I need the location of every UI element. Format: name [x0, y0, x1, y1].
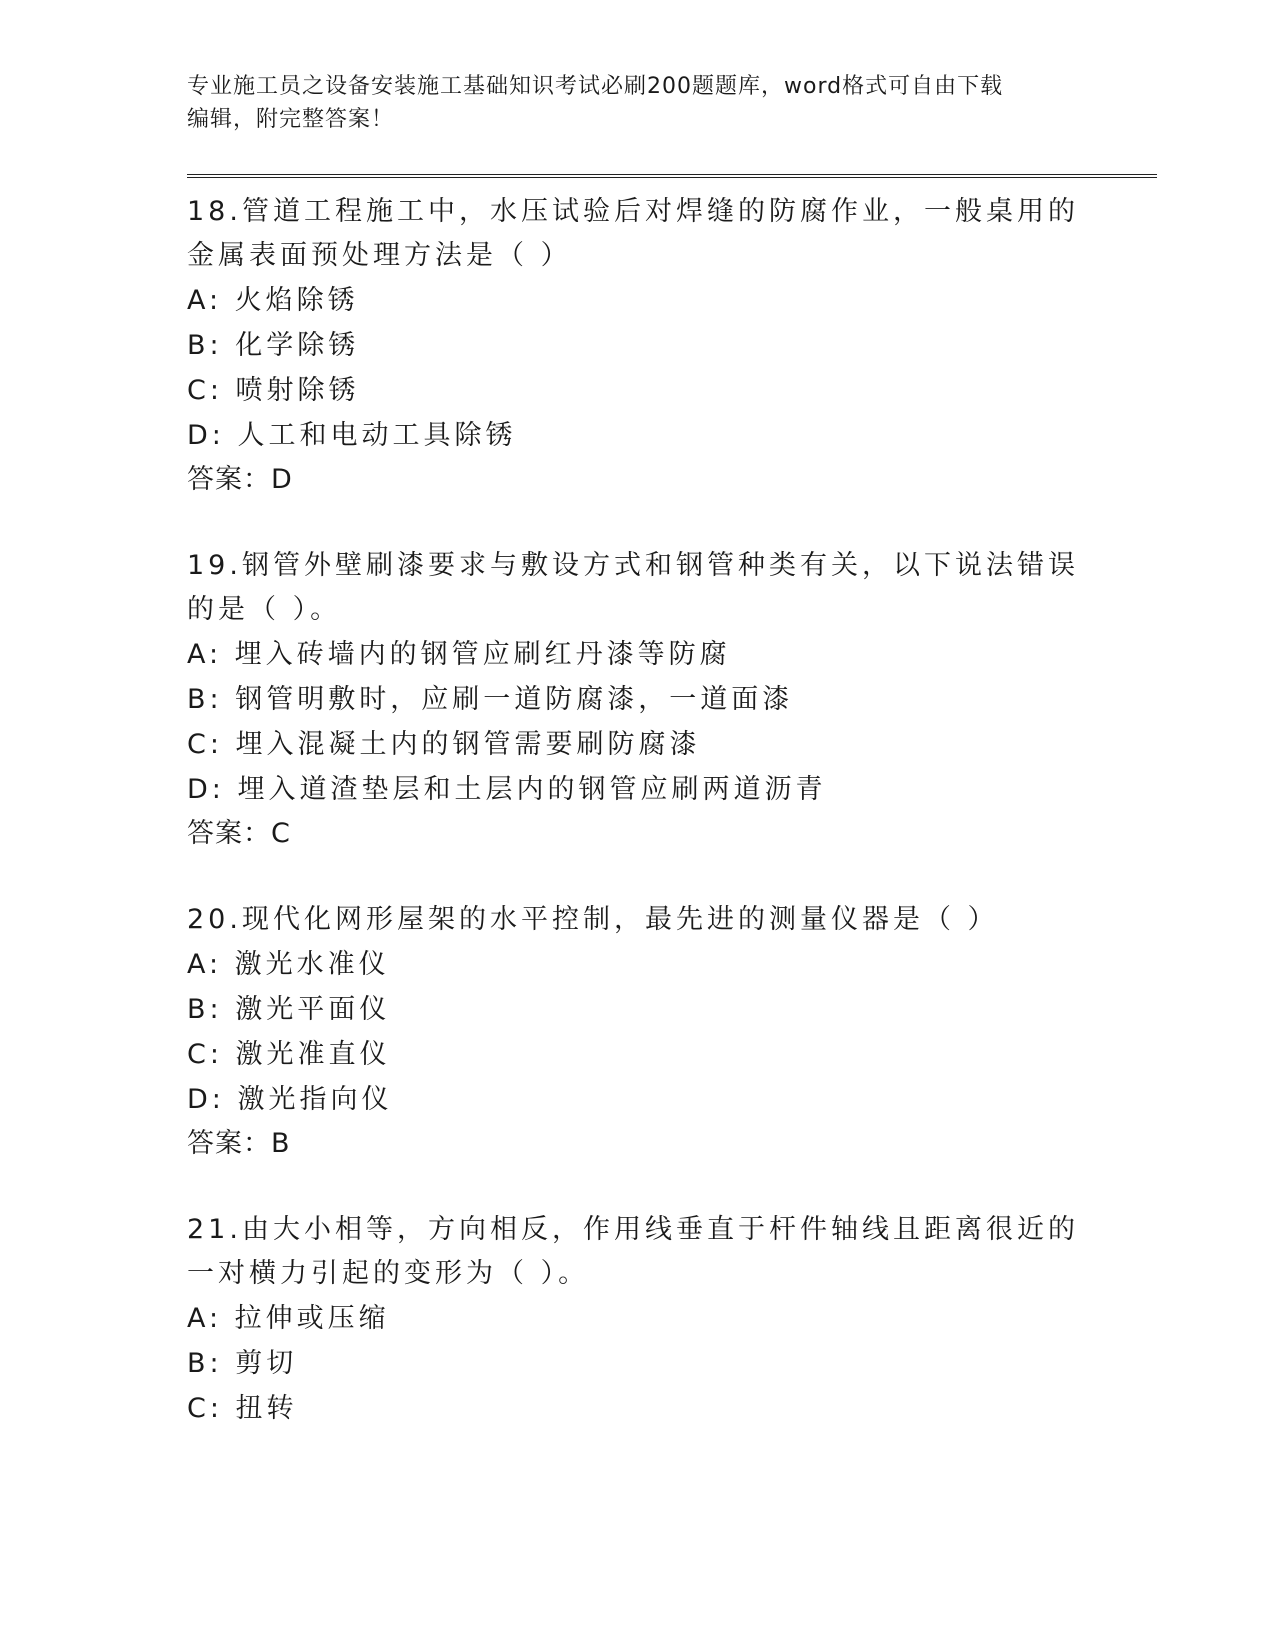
- option-c: C: 埋入混凝土内的钢管需要刷防腐漆: [187, 729, 701, 760]
- answer: 答案：B: [187, 1128, 291, 1159]
- option-d: D: 人工和电动工具除锈: [187, 420, 517, 451]
- option-a: A: 激光水准仪: [187, 949, 390, 980]
- answer: 答案：C: [187, 818, 291, 849]
- header-title-line1: 专业施工员之设备安装施工基础知识考试必刷200题题库，word格式可自由下载: [187, 74, 1004, 99]
- question-stem: 19.钢管外壁刷漆要求与敷设方式和钢管种类有关，以下说法错误的是（ ）。: [187, 550, 1079, 625]
- option-b: B: 钢管明敷时，应刷一道防腐漆，一道面漆: [187, 684, 794, 715]
- option-a: A: 拉伸或压缩: [187, 1303, 390, 1334]
- header-title-line2: 编辑，附完整答案！: [187, 107, 395, 132]
- question-18: [187, 190, 1157, 502]
- question-stem: 18.管道工程施工中，水压试验后对焊缝的防腐作业，一般桌用的金属表面预处理方法是（ ）: [187, 196, 1079, 271]
- option-a: A: 火焰除锈: [187, 285, 359, 316]
- option-d: D: 埋入道渣垫层和土层内的钢管应刷两道沥青: [187, 774, 827, 805]
- question-stem: 21.由大小相等，方向相反，作用线垂直于杆件轴线且距离很近的一对横力引起的变形为（ ）。: [187, 1214, 1079, 1289]
- document-header: [187, 70, 1087, 136]
- option-d: D: 激光指向仪: [187, 1084, 393, 1115]
- question-21: [187, 1208, 1157, 1431]
- header-divider: [187, 174, 1157, 178]
- answer: 答案：D: [187, 464, 293, 495]
- document-page: [187, 70, 1157, 1473]
- question-19: [187, 544, 1157, 856]
- option-b: B: 剪切: [187, 1348, 298, 1379]
- question-stem: 20.现代化网形屋架的水平控制，最先进的测量仪器是（ ）: [187, 904, 999, 935]
- option-a: A: 埋入砖墙内的钢管应刷红丹漆等防腐: [187, 639, 731, 670]
- question-20: [187, 898, 1157, 1166]
- option-c: C: 喷射除锈: [187, 375, 360, 406]
- option-c: C: 扭转: [187, 1393, 298, 1424]
- option-b: B: 激光平面仪: [187, 994, 391, 1025]
- option-c: C: 激光准直仪: [187, 1039, 391, 1070]
- option-b: B: 化学除锈: [187, 330, 360, 361]
